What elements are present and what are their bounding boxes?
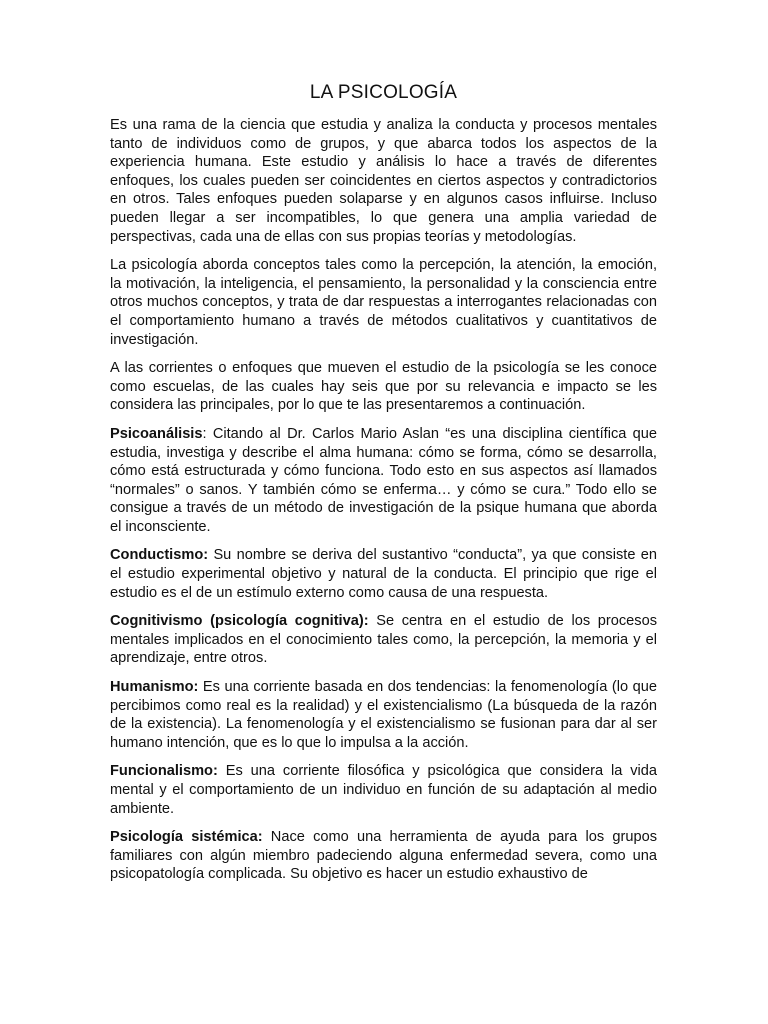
school-description: Nace como una herramienta de ayuda para los grupos familiares con algún miembro padeciendo alguna enfermedad severa, como una psicopatología complicada. Su objetivo es hacer un estudio exhaustivo de bbox=[110, 829, 657, 883]
school-paragraph-funcionalismo bbox=[110, 762, 657, 818]
document-content bbox=[110, 82, 657, 894]
school-term: Humanismo: bbox=[110, 679, 199, 696]
school-description: Se centra en el estudio de los procesos mentales implicados en el conocimiento tales como, la percepción, la memoria y el aprendizaje, entre otros. bbox=[110, 613, 657, 667]
school-term: Psicología sistémica: bbox=[110, 829, 263, 846]
school-description: Es una corriente filosófica y psicológica que considera la vida mental y el comportamiento de un individuo en función de su adaptación al medio ambiente. bbox=[110, 763, 657, 817]
intro-paragraph: A las corrientes o enfoques que mueven el estudio de la psicología se les conoce como escuelas, de las cuales hay seis que por su relevancia e impacto se les considera las principales, por lo que te las presentaremos a continuación. bbox=[110, 360, 657, 414]
school-term: Psicoanálisis bbox=[110, 425, 203, 442]
intro-paragraph: Es una rama de la ciencia que estudia y analiza la conducta y procesos mentales tanto de individuos como de grupos, y que abarca todos los aspectos de la experiencia humana. Este estudio y análisis lo hace a través de diferentes enfoques, los cuales pueden ser coincidentes en ciertos aspectos y contradictorios en otros. Tales enfoques pueden solaparse y en algunos casos influirse. Incluso pueden llegar a ser incompatibles, lo que genera una amplia variedad de perspectivas, cada una de ellas con sus propias teorías y metodologías. bbox=[110, 117, 657, 245]
school-paragraph-sistemica bbox=[110, 828, 657, 884]
school-term: Conductismo: bbox=[110, 547, 209, 564]
school-description: Su nombre se deriva del sustantivo “conducta”, ya que consiste en el estudio experimental objetivo y natural de la conducta. El principio que rige el estudio es el de un estímulo externo como causa de una respuesta. bbox=[110, 547, 657, 601]
school-description: : Citando al Dr. Carlos Mario Aslan “es una disciplina científica que estudia, investiga y describe el alma humana: cómo se forma, cómo se desarrolla, cómo está estructurada y cómo funciona. Todo esto en sus aspectos así llamados “normales” o sanos. Y también cómo se enferma… y cómo se cura.” Todo ello se consigue a través de un método de investigación de la psique humana que aborda el inconsciente. bbox=[110, 425, 657, 535]
school-paragraph-humanismo bbox=[110, 678, 657, 752]
school-paragraph-conductismo bbox=[110, 546, 657, 602]
school-description: Es una corriente basada en dos tendencias: la fenomenología (lo que percibimos como real es la realidad) y el existencialismo (La búsqueda de la razón de la existencia). La fenomenología y el existencialismo se fusionan para dar al ser humano intención, que es lo que lo impulsa a la acción. bbox=[110, 679, 657, 751]
school-paragraph-psicoanalisis bbox=[110, 425, 657, 537]
intro-paragraph: La psicología aborda conceptos tales como la percepción, la atención, la emoción, la motivación, la inteligencia, el pensamiento, la personalidad y la consciencia entre otros muchos conceptos, y trata de dar respuestas a interrogantes relacionadas con el comportamiento humano a través de métodos cualitativos y cuantitativos de investigación. bbox=[110, 257, 657, 348]
school-term: Funcionalismo: bbox=[110, 763, 218, 780]
document-title: LA PSICOLOGÍA bbox=[309, 82, 458, 103]
school-term: Cognitivismo (psicología cognitiva): bbox=[110, 613, 369, 630]
school-paragraph-cognitivismo bbox=[110, 612, 657, 668]
